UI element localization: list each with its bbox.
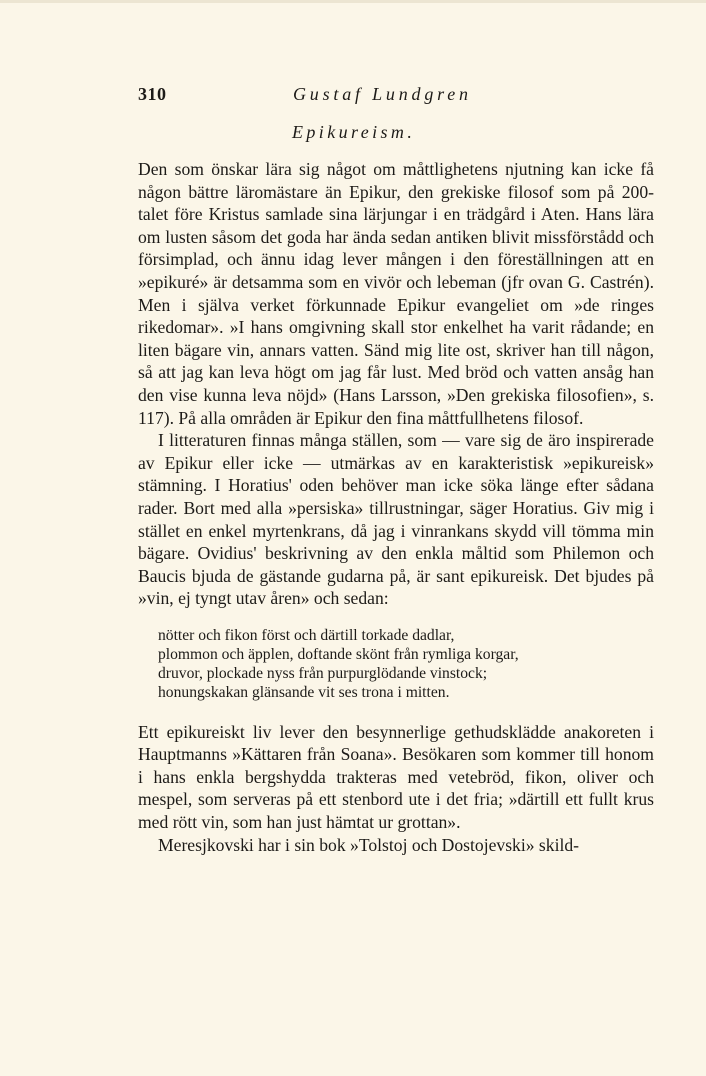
running-title: Gustaf Lundgren <box>293 84 472 104</box>
body-text <box>138 158 654 856</box>
paragraph-4: Meresjkovski har i sin bok »Tolstoj och Dostojevski» skild- <box>158 834 579 855</box>
page-header <box>138 84 658 114</box>
verse-line-3: druvor, plockade nyss från purpurglödande vinstock; <box>158 665 488 683</box>
paragraph-3: Ett epikureiskt liv lever den besynnerlige gethudsklädde anakoreten i Hauptmanns »Kättaren från Soana». Besökaren som kommer till honom i hans enkla bergshydda trakteras med vetebröd, fikon, oliver och mespel, som serveras på ett stenbord ute i det fria; »därtill ett fullt krus med rött vin, som han just hämtat ur grottan». <box>138 721 654 833</box>
verse-line-4: honungskakan glänsande vit ses trona i mitten. <box>158 684 450 702</box>
page-number: 310 <box>138 84 167 104</box>
verse-line-2: plommon och äpplen, doftande skönt från rymliga korgar, <box>158 646 519 664</box>
page-top-edge <box>0 0 706 3</box>
paragraph-2: I litteraturen finnas många ställen, som — vare sig de äro inspirerade av Epikur eller icke — utmärkas av en karakteristisk »epikureisk» stämning. I Horatius' oden behöver man icke söka länge efter sådana rader. Bort med alla »persiska» tillrustningar, säger Horatius. Giv mig i stället en enkel myrtenkrans, då jag i vinrankans skydd vill tömma min bägare. Ovidius' beskrivning av den enkla måltid som Philemon och Baucis bjuda de gästande gudarna på, är sant epikureisk. Det bjudes på »vin, ej tyngt utav åren» och sedan: <box>138 430 654 609</box>
verse-quote <box>158 626 654 703</box>
paragraph-1: Den som önskar lära sig något om måttlighetens njutning kan icke få någon bättre läromästare än Epikur, den grekiske filosof som på 200-talet före Kristus samlade sina lärjungar i en trädgård i Aten. Hans lära om lusten såsom det goda har ända sedan antiken blivit missförstådd och försimplad, och ännu idag lever mången i den föreställningen att en »epikuré» är detsamma som en vivör och lebeman (jfr ovan G. Castrén). Men i själva verket förkunnade Epikur evangeliet om »de ringes rikedomar». »I hans omgivning skall stor enkelhet ha varit rådande; en liten bägare vin, annars vatten. Sänd mig lite ost, skriver han till någon, så att jag kan leva högt om jag får lust. Med bröd och vatten ansåg han den vise kunna leva nöjd» (Hans Larsson, »Den grekiska filosofien», s. 117). På alla områden är Epikur den fina måttfullhetens filosof. <box>138 159 654 428</box>
section-title: Epikureism. <box>292 122 416 142</box>
verse-line-1: nötter och fikon först och därtill torkade dadlar, <box>158 626 455 644</box>
